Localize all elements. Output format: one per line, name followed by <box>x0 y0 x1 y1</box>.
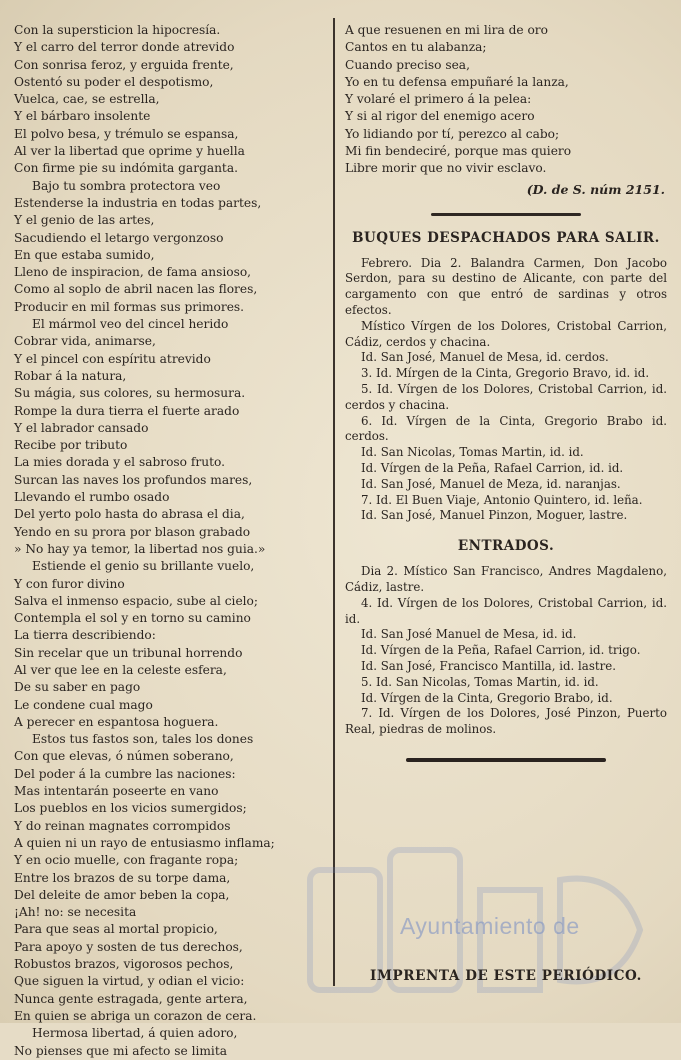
departure-entry: Id. Vírgen de la Peña, Rafael Carrion, id. id. <box>361 461 624 476</box>
poem-line: Y el labrador cansado <box>14 420 149 435</box>
poem-line: Y el genio de las artes, <box>14 213 155 228</box>
poem-line: Estiende el genio su brillante vuelo, <box>32 559 255 574</box>
poem-line: Al ver la libertad que oprime y huella <box>14 144 245 159</box>
poem-line: La mies dorada y el sabroso fruto. <box>14 455 225 470</box>
departures-list <box>345 256 667 525</box>
departure-entry: Id. San José, Manuel de Meza, id. naranjas. <box>361 476 621 491</box>
poem-line: Robar á la natura, <box>14 368 127 383</box>
poem-line: A perecer en espantosa hoguera. <box>14 714 219 729</box>
poem-line: El polvo besa, y trémulo se espansa, <box>14 126 239 141</box>
poem-line: Yo lidiando por tí, perezco al cabo; <box>345 126 560 141</box>
poem-line: Del poder á la cumbre las naciones: <box>14 766 236 781</box>
poem-line: Y el carro del terror donde atrevido <box>14 40 235 55</box>
poem-line: Con la supersticion la hipocresía. <box>14 23 221 37</box>
poem-line: » No hay ya temor, la libertad nos guia.» <box>14 541 266 556</box>
poem-line: Ostentó su poder el despotismo, <box>14 74 214 89</box>
poem-line: Cuando preciso sea, <box>345 57 470 72</box>
poem-line: Nunca gente estragada, gente artera, <box>14 991 248 1006</box>
departure-entry: Febrero. Dia 2. Balandra Carmen, Don Jacobo Serdon, para su destino de Alicante, con parte del cargamento con que entró de sardinas y otros efectos. <box>345 255 667 318</box>
column-divider <box>333 18 335 986</box>
poem-line: Bajo tu sombra protectora veo <box>32 178 221 193</box>
poem-line: Y si al rigor del enemigo acero <box>345 109 535 124</box>
poem-line: Con que elevas, ó númen soberano, <box>14 749 234 764</box>
poem-line: Cobrar vida, animarse, <box>14 334 156 349</box>
departure-entry: Id. San Nicolas, Tomas Martin, id. id. <box>361 445 584 460</box>
poem-line: Su mágia, sus colores, su hermosura. <box>14 386 246 401</box>
poem-line: A que resuenen en mi lira de oro <box>345 23 548 37</box>
poem-line: Como al soplo de abril nacen las flores, <box>14 282 258 297</box>
arrival-entry: 5. Id. San Nicolas, Tomas Martin, id. id. <box>361 674 599 689</box>
poem-line: Salva el inmenso espacio, sube al cielo; <box>14 593 259 608</box>
poem-line: A quien ni un rayo de entusiasmo inflama; <box>14 835 275 850</box>
section-divider <box>431 213 581 216</box>
poem-line: Recibe por tributo <box>14 438 128 453</box>
arrival-entry: 4. Id. Vírgen de los Dolores, Cristobal Carrion, id. id. <box>345 595 667 626</box>
departure-entry: 3. Id. Mírgen de la Cinta, Gregorio Bravo, id. id. <box>361 366 650 381</box>
poem-line: Que siguen la virtud, y odian el vicio: <box>14 974 245 989</box>
departure-entry: Místico Vírgen de los Dolores, Cristobal Carrion, Cádiz, cerdos y chacina. <box>345 318 667 349</box>
departure-entry: 6. Id. Vírgen de la Cinta, Gregorio Brabo id. cerdos. <box>345 413 667 444</box>
watermark-text: Ayuntamiento de <box>400 913 580 939</box>
poem-line: Yendo en su prora por blason grabado <box>14 524 251 539</box>
poem-line: Para apoyo y sosten de tus derechos, <box>14 939 243 954</box>
poem-continuation <box>345 22 667 178</box>
poem-line: Yo en tu defensa empuñaré la lanza, <box>345 74 569 89</box>
poem-line: Con firme pie su indómita garganta. <box>14 161 238 176</box>
poem-line: El mármol veo del cincel herido <box>32 317 229 332</box>
poem-line: ¡Ah! no: se necesita <box>14 905 137 920</box>
right-column <box>345 22 667 762</box>
poem-line: Al ver que lee en la celeste esfera, <box>14 662 227 677</box>
poem-line: La tierra describiendo: <box>14 628 156 643</box>
poem-line: Y en ocio muelle, con fragante ropa; <box>14 853 239 868</box>
poem-line: Robustos brazos, vigorosos pechos, <box>14 957 234 972</box>
departure-entry: 7. Id. El Buen Viaje, Antonio Quintero, id. leña. <box>361 492 643 507</box>
poem-signature: (D. de S. núm 2151. <box>526 181 665 197</box>
poem-line: Y el bárbaro insolente <box>14 109 151 124</box>
arrival-entry: Id. Vírgen de la Cinta, Gregorio Brabo, id. <box>361 690 613 705</box>
poem-line: Hermosa libertad, á quien adoro, <box>32 1026 238 1041</box>
poem-line: Del yerto polo hasta do abrasa el dia, <box>14 507 245 522</box>
departure-entry: Id. San José, Manuel de Mesa, id. cerdos. <box>361 350 609 365</box>
poem-line: Contempla el sol y en torno su camino <box>14 611 251 626</box>
poem-line: Estenderse la industria en todas partes, <box>14 195 262 210</box>
poem-line: Rompe la dura tierra el fuerte arado <box>14 403 240 418</box>
poem-line: Cantos en tu alabanza; <box>345 40 487 55</box>
arrival-entry: Dia 2. Místico San Francisco, Andres Magdaleno, Cádiz, lastre. <box>345 564 667 595</box>
poem-line: Para que seas al mortal propicio, <box>14 922 218 937</box>
closing-divider <box>406 758 606 762</box>
poem-line: No pienses que mi afecto se limita <box>14 1043 227 1058</box>
poem-line: Producir en mil formas sus primores. <box>14 299 245 314</box>
poem-line: Mas intentarán poseerte en vano <box>14 784 219 799</box>
departure-entry: Id. San José, Manuel Pinzon, Moguer, lastre. <box>361 508 628 523</box>
poem-line: Estos tus fastos son, tales los dones <box>32 732 254 747</box>
poem-line: Los pueblos en los vicios sumergidos; <box>14 801 247 816</box>
poem-line: En quien se abriga un corazon de cera. <box>14 1008 257 1023</box>
departures-heading: BUQUES DESPACHADOS PARA SALIR. <box>352 229 660 246</box>
imprint-line: IMPRENTA DE ESTE PERIÓDICO. <box>370 968 642 984</box>
poem-line: Y con furor divino <box>14 576 125 591</box>
poem-line: Le condene cual mago <box>14 697 153 712</box>
poem-line: Lleno de inspiracion, de fama ansioso, <box>14 265 252 280</box>
poem-line: Y el pincel con espíritu atrevido <box>14 351 211 366</box>
poem-line: De su saber en pago <box>14 680 141 695</box>
poem-line: Del deleite de amor beben la copa, <box>14 887 230 902</box>
arrival-entry: 7. Id. Vírgen de los Dolores, José Pinzon, Puerto Real, piedras de molinos. <box>345 706 667 737</box>
arrivals-heading: ENTRADOS. <box>457 538 555 555</box>
poem-line: Y volaré el primero á la pelea: <box>345 92 532 107</box>
poem-line: Llevando el rumbo osado <box>14 490 170 505</box>
poem-line: En que estaba sumido, <box>14 247 155 262</box>
arrival-entry: Id. San José, Francisco Mantilla, id. lastre. <box>361 659 616 673</box>
poem-line: Sacudiendo el letargo vergonzoso <box>14 230 224 245</box>
arrival-entry: Id. San José Manuel de Mesa, id. id. <box>361 627 577 642</box>
poem-line: Mi fin bendeciré, porque mas quiero <box>345 144 572 159</box>
poem-line: Surcan las naves los profundos mares, <box>14 472 253 487</box>
arrivals-list <box>345 564 667 738</box>
poem-line: Y do reinan magnates corrompidos <box>14 818 231 833</box>
poem-line: Sin recelar que un tribunal horrendo <box>14 645 243 660</box>
poem-line: Entre los brazos de su torpe dama, <box>14 870 231 885</box>
poem-line: Libre morir que no vivir esclavo. <box>345 161 547 176</box>
arrival-entry: Id. Vírgen de la Peña, Rafael Carrion, id. trigo. <box>361 643 641 658</box>
left-column-poem <box>14 22 328 1060</box>
poem-line: Vuelca, cae, se estrella, <box>14 92 160 107</box>
poem-line: Con sonrisa feroz, y erguida frente, <box>14 57 234 72</box>
departure-entry: 5. Id. Vírgen de los Dolores, Cristobal Carrion, id. cerdos y chacina. <box>345 382 667 412</box>
